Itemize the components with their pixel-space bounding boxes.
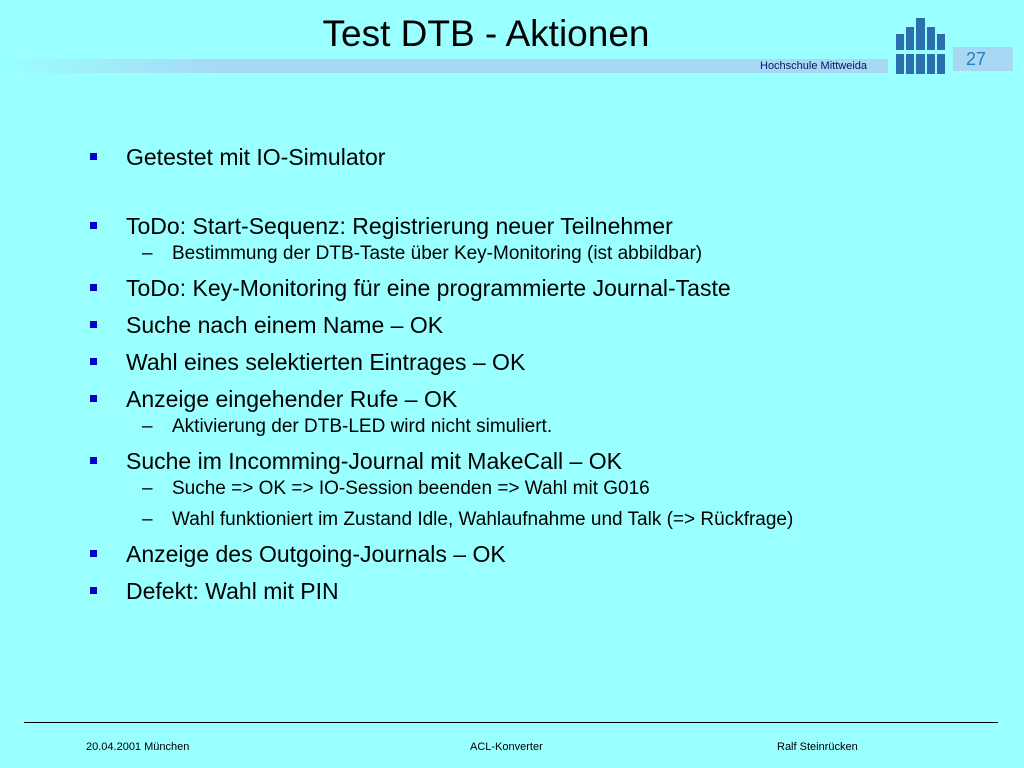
- sub-item: [126, 415, 990, 438]
- bullet-item: [90, 212, 990, 265]
- square-bullet-icon: [90, 153, 97, 160]
- square-bullet-icon: [90, 587, 97, 594]
- sub-item-text: Wahl funktioniert im Zustand Idle, Wahlaufnahme und Talk (=> Rückfrage): [172, 509, 794, 530]
- bullet-text: Defekt: Wahl mit PIN: [126, 578, 339, 604]
- square-bullet-icon: [90, 395, 97, 402]
- footer-divider: [24, 722, 998, 723]
- square-bullet-icon: [90, 222, 97, 229]
- sub-list: [126, 242, 990, 265]
- dash-marker: –: [142, 416, 153, 437]
- bullet-text: Suche nach einem Name – OK: [126, 312, 444, 338]
- dash-marker: –: [142, 509, 153, 530]
- bullet-item: [90, 577, 990, 605]
- bullet-text: Getestet mit IO-Simulator: [126, 144, 386, 170]
- header-band: [0, 59, 888, 73]
- dash-marker: –: [142, 478, 153, 499]
- slide-title: Test DTB - Aktionen: [322, 13, 650, 54]
- sub-item-text: Suche => OK => IO-Session beenden => Wahl mit G016: [172, 478, 650, 499]
- bullet-text: Suche im Incomming-Journal mit MakeCall – OK: [126, 448, 622, 474]
- square-bullet-icon: [90, 457, 97, 464]
- page-number: 27: [966, 49, 987, 69]
- sub-list: [126, 477, 990, 531]
- sub-item: [126, 508, 990, 531]
- bullet-text: Anzeige eingehender Rufe – OK: [126, 386, 458, 412]
- bullet-text: Anzeige des Outgoing-Journals – OK: [126, 541, 506, 567]
- square-bullet-icon: [90, 284, 97, 291]
- sub-item-text: Aktivierung der DTB-LED wird nicht simuliert.: [172, 416, 553, 437]
- bullet-item: [90, 385, 990, 438]
- bullet-text: Wahl eines selektierten Eintrages – OK: [126, 349, 526, 375]
- footer-author: Ralf Steinrücken: [777, 741, 858, 753]
- sub-list: [126, 415, 990, 438]
- bullet-item: [90, 274, 990, 302]
- footer-topic: ACL-Konverter: [470, 741, 543, 753]
- dash-marker: –: [142, 243, 153, 264]
- sub-item: [126, 242, 990, 265]
- bullet-item: [90, 143, 990, 171]
- bullet-item: [90, 540, 990, 568]
- square-bullet-icon: [90, 321, 97, 328]
- university-logo-icon: [896, 18, 946, 74]
- square-bullet-icon: [90, 358, 97, 365]
- sub-item: [126, 477, 990, 500]
- bullet-item: [90, 348, 990, 376]
- bullet-text: ToDo: Key-Monitoring für eine programmierte Journal-Taste: [126, 275, 731, 301]
- institution-name: Hochschule Mittweida: [760, 60, 867, 72]
- footer-date-location: 20.04.2001 München: [86, 741, 190, 753]
- bullet-item: [90, 311, 990, 339]
- square-bullet-icon: [90, 550, 97, 557]
- bullet-text: ToDo: Start-Sequenz: Registrierung neuer Teilnehmer: [126, 213, 673, 239]
- sub-item-text: Bestimmung der DTB-Taste über Key-Monitoring (ist abbildbar): [172, 243, 703, 264]
- bullet-list: [90, 143, 990, 614]
- bullet-item: [90, 447, 990, 531]
